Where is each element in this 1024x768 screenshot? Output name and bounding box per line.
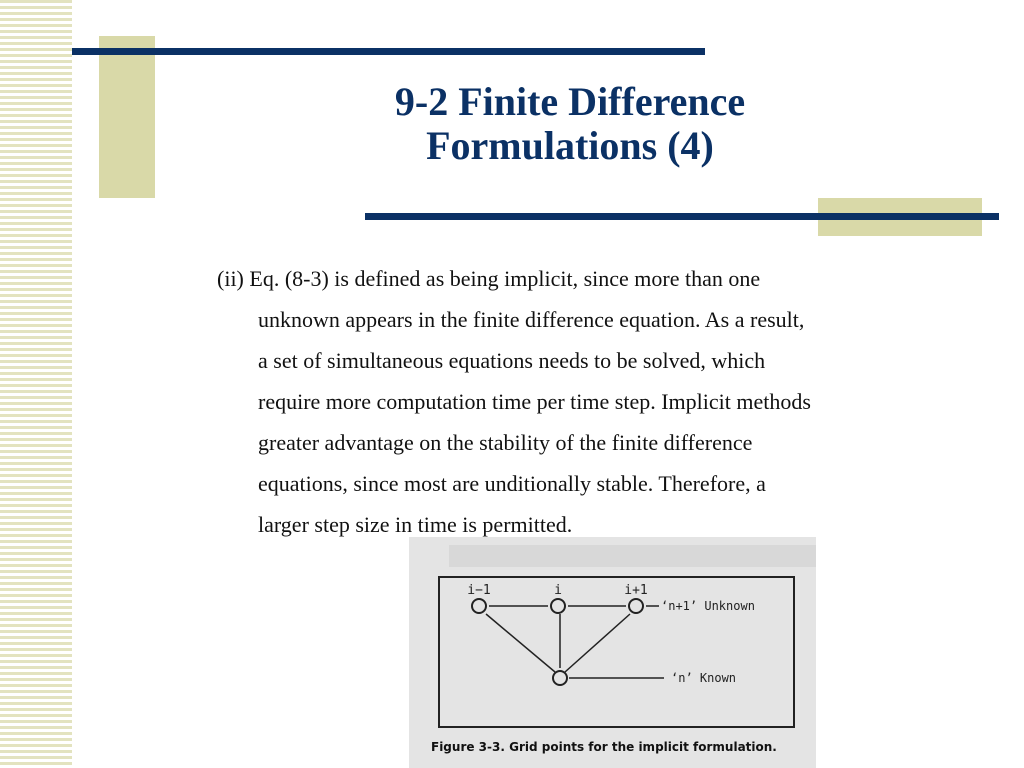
body-line: greater advantage on the stability of the finite difference [258, 430, 753, 455]
top-rule [72, 48, 705, 55]
grid-points-diagram [409, 537, 816, 768]
label-i-plus-1: i+1 [624, 583, 648, 598]
grid-points-figure [409, 537, 816, 768]
body-line: a set of simultaneous equations needs to be solved, which [258, 348, 766, 373]
title-underline-rule [365, 213, 999, 220]
tan-accent-block-top [99, 36, 155, 198]
body-line: unknown appears in the finite difference equation. As a result, [258, 307, 805, 332]
faded-text-area [449, 545, 816, 567]
slide-title [270, 80, 870, 168]
label-i: i [554, 583, 562, 598]
label-known: ‘n’ Known [671, 671, 737, 685]
body-line: equations, since most are unditionally stable. Therefore, a [258, 471, 766, 496]
body-line: require more computation time per time step. Implicit methods [258, 389, 811, 414]
title-line-2: Formulations (4) [426, 123, 714, 168]
body-line: (ii) Eq. (8-3) is defined as being implicit, since more than one [217, 266, 761, 291]
left-stripe-decoration [0, 0, 72, 768]
title-line-1: 9-2 Finite Difference [394, 79, 746, 124]
body-paragraph [217, 258, 987, 545]
scan-background [409, 537, 816, 768]
body-line: larger step size in time is permitted. [258, 512, 573, 537]
figure-caption: Figure 3-3. Grid points for the implicit formulation. [431, 740, 777, 754]
label-i-minus-1: i−1 [467, 583, 491, 598]
label-unknown: ‘n+1’ Unknown [661, 599, 755, 613]
